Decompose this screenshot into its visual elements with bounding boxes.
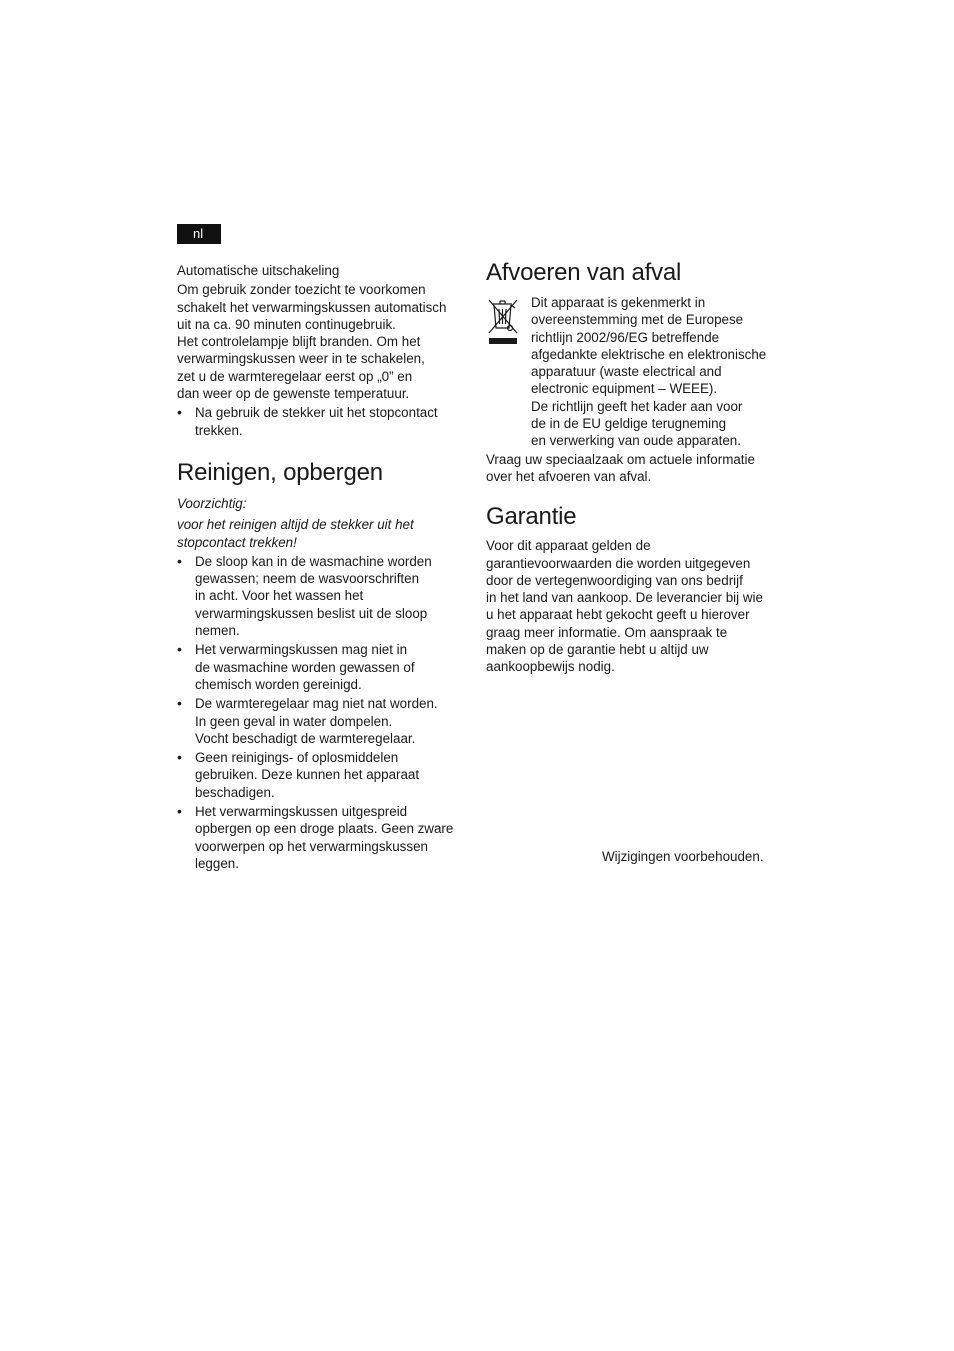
weee-block: [486, 294, 781, 450]
clean-heading: Reinigen, opbergen: [177, 458, 383, 486]
footer-note: Wijzigingen voorbehouden.: [602, 849, 764, 864]
list-item: • De sloop kan in de wasmachine worden gewassen; neem de wasvoorschriften in acht. Voor het wassen het verwarmingskussen beslist uit de sloop nemen.: [177, 553, 467, 639]
caution-text: voor het reinigen altijd de stekker uit het stopcontact trekken!: [177, 517, 414, 550]
clean-bullets: [177, 553, 467, 872]
weee-text: Dit apparaat is gekenmerkt in overeenstemming met de Europese richtlijn 2002/96/EG betreffende afgedankte elektrische en elektronische apparatuur (waste electrical and electronic equipment – WEEE). De richtlijn geeft het kader aan voor de in de EU geldige terugneming en verwerking van oude apparaten.: [531, 295, 767, 449]
list-item: • Na gebruik de stekker uit het stopcontact trekken.: [177, 404, 467, 439]
warranty-heading: Garantie: [486, 503, 577, 531]
warranty-text: Voor dit apparaat gelden de garantievoorwaarden die worden uitgegeven door de vertegenwoordiging van ons bedrijf in het land van aankoop. De leverancier bij wie u het apparaat hebt gekocht geeft u hierover graag meer informatie. Om aanspraak te maken op de garantie hebt u altijd uw aankoopbewijs nodig.: [486, 538, 763, 675]
list-item: • Het verwarmingskussen mag niet in de wasmachine worden gewassen of chemisch worden gereinigd.: [177, 641, 467, 693]
list-item: • Geen reinigings- of oplosmiddelen gebruiken. Deze kunnen het apparaat beschadigen.: [177, 749, 467, 801]
auto-shutoff-bullets: [177, 404, 467, 439]
caution-title: Voorzichtig:: [177, 495, 247, 511]
waste-heading: Afvoeren van afval: [486, 259, 682, 286]
left-column: [177, 262, 467, 872]
list-item: • Het verwarmingskussen uitgespreid opbergen op een droge plaats. Geen zware voorwerpen op het verwarmingskussen leggen.: [177, 803, 467, 872]
language-tab: nl: [177, 224, 221, 244]
auto-shutoff-title: Automatische uitschakeling: [177, 263, 340, 278]
right-column: [486, 259, 781, 676]
waste-info-text: Vraag uw speciaalzaak om actuele informatie over het afvoeren van afval.: [486, 451, 755, 484]
list-item: • De warmteregelaar mag niet nat worden. In geen geval in water dompelen. Vocht beschadigt de warmteregelaar.: [177, 695, 467, 747]
crossed-out-wheelie-bin-icon: [486, 296, 522, 450]
auto-shutoff-text: Om gebruik zonder toezicht te voorkomen schakelt het verwarmingskussen automatisch uit na ca. 90 minuten continugebruik. Het controlelampje blijft branden. Om het verwarmingskussen weer in te schakelen, zet u de warmteregelaar eerst op „0” en dan weer op de gewenste temperatuur.: [177, 282, 447, 402]
